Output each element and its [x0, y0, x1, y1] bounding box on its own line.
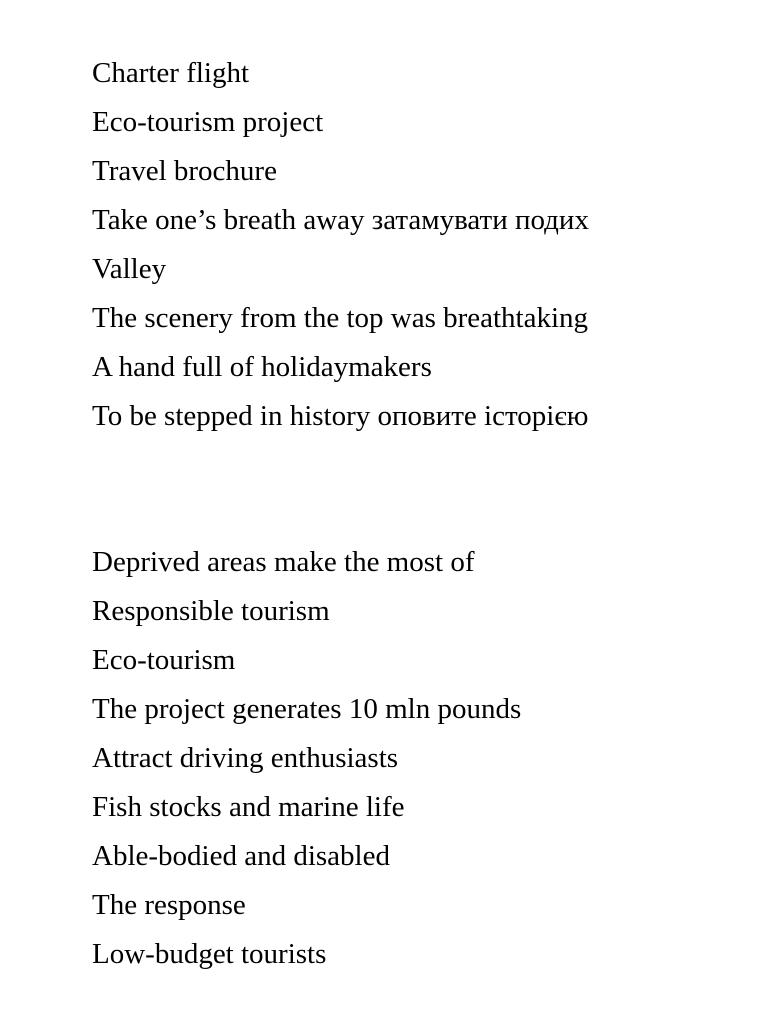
list-item: Able-bodied and disabled — [92, 840, 390, 872]
list-item: Responsible tourism — [92, 595, 330, 627]
list-item: Deprived areas make the most of — [92, 546, 475, 578]
list-item: Valley — [92, 253, 167, 285]
list-item: The response — [92, 889, 246, 921]
list-item: Eco-tourism — [92, 644, 236, 676]
list-item: Take one’s breath away затамувати подих — [92, 204, 589, 236]
list-item: Charter flight — [92, 57, 250, 89]
list-item: The scenery from the top was breathtaking — [92, 302, 589, 334]
vocabulary-list-2 — [92, 538, 521, 979]
list-item: Low-budget tourists — [92, 938, 327, 970]
list-item: To be stepped in history оповите історією — [92, 400, 589, 432]
list-item: Fish stocks and marine life — [92, 791, 405, 823]
list-item: Eco-tourism project — [92, 106, 324, 138]
list-item: A hand full of holidaymakers — [92, 351, 432, 383]
list-item: Travel brochure — [92, 155, 277, 187]
list-item: Attract driving enthusiasts — [92, 742, 399, 774]
list-item: The project generates 10 mln pounds — [92, 693, 522, 725]
vocabulary-list-1 — [92, 49, 589, 441]
